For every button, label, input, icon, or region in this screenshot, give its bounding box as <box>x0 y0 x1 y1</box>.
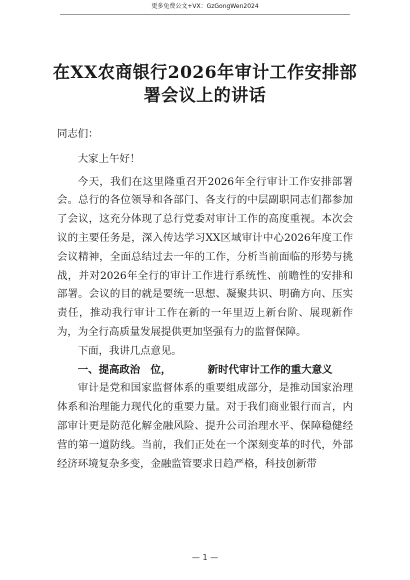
page-number: — 1 — <box>191 553 219 562</box>
greeting: 大家上午好！ <box>77 152 141 165</box>
document-title: 在XX农商银行2026年审计工作安排部署会议上的讲话 <box>52 63 358 106</box>
header-note: 更多免费公文+VX：GzGongWen2024 <box>151 3 259 10</box>
paragraph: 下面，我讲几点意见。 <box>77 344 182 357</box>
section-heading: 一、提高政治 位， 新时代审计工作的重大意义 <box>77 363 333 376</box>
paragraph: 今天，我们在这里隆重召开2026年全行审计工作安排部署会。总行的各位领导和各部门、各支行的中层副职同志们都参加了会议，这充分体现了总行党委对审计工作的高度重视。本次会议的主要任务是，深入传达学习XX区域审计中心2026年度工作会议精神，全面总结过去一年的工作，分析当前面临的形势与挑战，并对2026年全行的审计工作进行系统性、前瞻性的安排和部署。会议的目的就是要统一思想、凝聚共识、明确方向、压实责任，推动我行审计工作在新的一年里迈上新台阶、展现新作为，为全行高质量发展提供更加坚强有力的监督保障。 <box>57 175 353 338</box>
paragraph: 审计是党和国家监督体系的重要组成部分，是推动国家治理体系和治理能力现代化的重要力量。对于我们商业银行而言，内部审计更是防范化解金融风险、提升公司治理水平、保障稳健经营的第一道防线。当前，我们正处在一个深刻变革的时代，外部经济环境复杂多变，金融监管要求日趋严格，科技创新带 <box>57 382 353 470</box>
salutation: 同志们： <box>57 128 99 140</box>
document-body <box>57 125 353 473</box>
header-divider <box>60 14 350 15</box>
